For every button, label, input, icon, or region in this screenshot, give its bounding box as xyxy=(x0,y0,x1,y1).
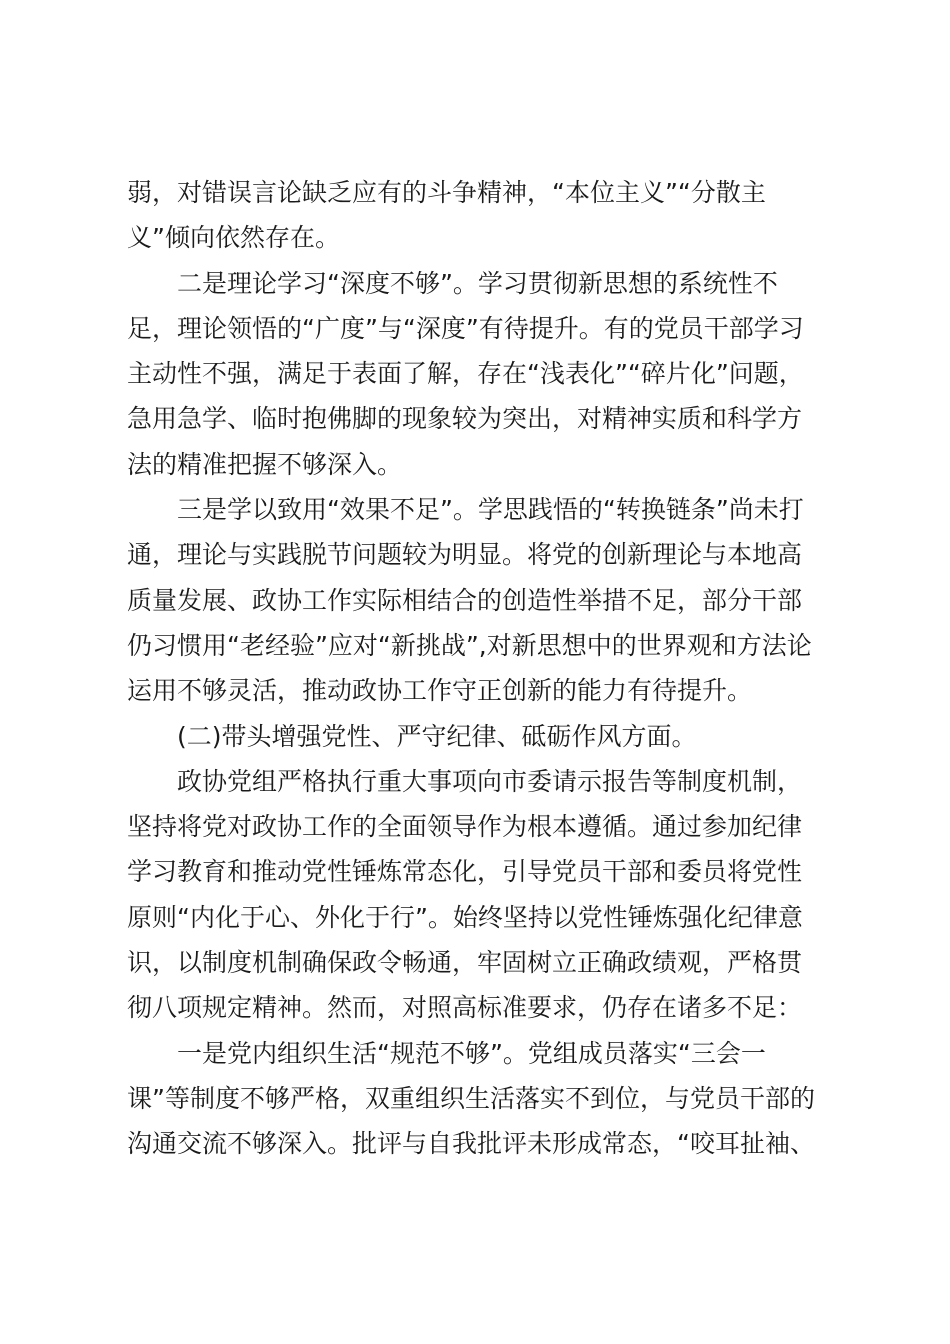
text-line: 运用不够灵活，推动政协工作守正创新的能力有待提升。 xyxy=(127,676,753,706)
text-line: 三是学以致用“效果不足”。学思践悟的“转换链条”尚未打 xyxy=(177,495,804,525)
text-line: 识，以制度机制确保政令畅通，牢固树立正确政绩观，严格贯 xyxy=(127,948,803,978)
text-line: 一是党内组织生活“规范不够”。党组成员落实“三会一 xyxy=(177,1038,766,1068)
text-line: 主动性不强，满足于表面了解，存在“浅表化”“碎片化”问题， xyxy=(127,359,804,389)
text-line: 通，理论与实践脱节问题较为明显。将党的创新理论与本地高 xyxy=(127,540,803,570)
text-line: 课”等制度不够严格，双重组织生活落实不到位，与党员干部的 xyxy=(127,1083,815,1113)
text-line: 原则“内化于心、外化于行”。始终坚持以党性锤炼强化纪律意 xyxy=(127,902,803,932)
text-line: 二是理论学习“深度不够”。学习贯彻新思想的系统性不 xyxy=(177,268,778,298)
text-line: 坚持将党对政协工作的全面领导作为根本遵循。通过参加纪律 xyxy=(127,812,803,842)
text-line: 沟通交流不够深入。批评与自我批评未形成常态，“咬耳扯袖、 xyxy=(127,1129,815,1159)
text-line: (二)带头增强党性、严守纪律、砥砺作风方面。 xyxy=(177,721,697,751)
text-line: 政协党组严格执行重大事项向市委请示报告等制度机制， xyxy=(177,766,803,796)
text-line: 彻八项规定精神。然而，对照高标准要求，仍存在诸多不足： xyxy=(127,993,803,1023)
body-text xyxy=(127,170,827,1167)
text-line: 仍习惯用“老经验”应对“新挑战”,对新思想中的世界观和方法论 xyxy=(127,630,812,660)
text-line: 弱，对错误言论缺乏应有的斗争精神，“本位主义”“分散主 xyxy=(127,178,766,207)
text-line: 足，理论领悟的“广度”与“深度”有待提升。有的党员干部学习 xyxy=(127,313,804,343)
text-line: 学习教育和推动党性锤炼常态化，引导党员干部和委员将党性 xyxy=(127,857,803,887)
text-line: 急用急学、临时抱佛脚的现象较为突出，对精神实质和科学方 xyxy=(127,404,803,434)
text-line: 义”倾向依然存在。 xyxy=(127,223,340,253)
text-line: 质量发展、政协工作实际相结合的创造性举措不足，部分干部 xyxy=(127,585,803,615)
text-line: 法的精准把握不够深入。 xyxy=(127,449,403,479)
